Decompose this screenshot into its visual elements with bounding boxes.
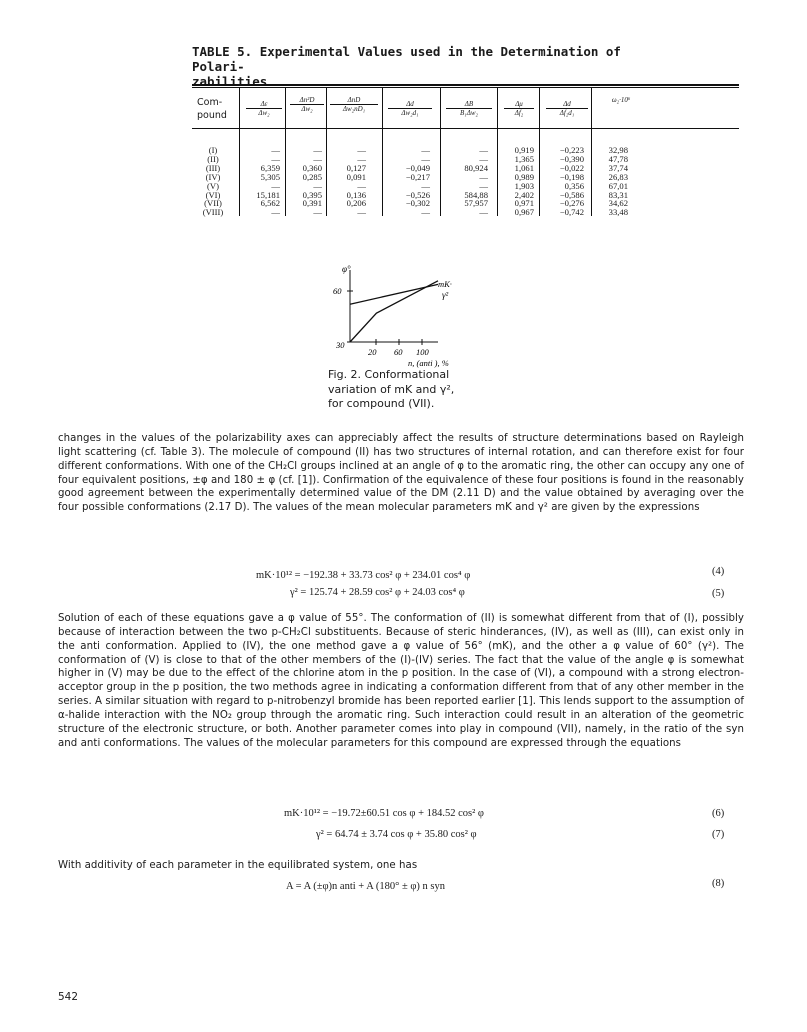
table-top-rule-2 <box>192 87 739 88</box>
chart-curve-label-gamma2: γ² <box>442 290 449 300</box>
header-compound-line2: pound <box>197 110 227 121</box>
conformational-chart <box>320 262 460 374</box>
table-vline <box>239 88 240 216</box>
table-vline <box>285 88 286 216</box>
header-compound-line1: Com- <box>197 97 223 108</box>
chart-x-tick-label-100: 100 <box>416 347 429 357</box>
header-col1 <box>246 100 282 117</box>
header-col1-num: Δε <box>246 100 282 109</box>
table-col-3: — — 0,127 0,091 — 0,136 0,206 — <box>346 145 366 218</box>
header-col6-num: Δμ <box>504 100 534 109</box>
header-col4-den: Δw₂d₁ <box>401 109 419 117</box>
header-col5 <box>446 100 492 117</box>
chart-x-label: n, (anti ), % <box>408 358 449 368</box>
table-col-2: — — 0,360 0,285 — 0,395 0,391 — <box>302 145 322 218</box>
chart-y-tick-label-60: 60 <box>333 286 342 296</box>
equation-4: mK·10¹² = −192.38 + 33.73 cos² φ + 234.01 cos⁴ φ <box>256 570 471 581</box>
table-vline <box>497 88 498 216</box>
header-col5-den: B₁Δw₂ <box>460 109 478 117</box>
equation-7: γ² = 64.74 ± 3.74 cos φ + 35.80 cos² φ <box>316 829 477 840</box>
figure-caption-line1: Fig. 2. Conformational <box>328 368 450 381</box>
chart-y-tick-label-30: 30 <box>336 340 345 350</box>
page-number: 542 <box>58 991 79 1003</box>
header-col2-num: Δn²D <box>290 96 324 105</box>
table-title-line1: TABLE 5. Experimental Values used in the Determination of Polari- <box>192 44 621 74</box>
table-col-4: — — −0,049 −0,217 — −0,526 −0,302 — <box>405 145 430 218</box>
chart-curve-label-mK: mK· <box>438 279 452 289</box>
table-col-5: — — 80,924 — — 584,88 57,957 — <box>464 145 488 218</box>
header-col4-num: Δd <box>388 100 432 109</box>
header-col7-den: Δf₂d₁ <box>559 109 575 117</box>
table-vline <box>440 88 441 216</box>
header-col5-num: ΔB <box>446 100 492 109</box>
paragraph-1: changes in the values of the polarizability axes can appreciably affect the results of structure determinations based on Rayleigh light scattering (cf. Table 3). The molecule of compound (II) has two structures of internal rotation, and can therefore exist for four different conformations. With one of the CH₂Cl groups inclined at an angle of φ to the aromatic ring, the other can occupy any one of four equivalent positions, ±φ and 180 ± φ (cf. [1]). Confirmation of the equivalence of these four positions is found in the reasonably good agreement between the experimentally determined value of the DM (2.11 D) and the value obtained by averaging over the four possible conformations (2.17 D). The values of the mean molecular parameters mK and γ² are given by the expressions <box>58 433 744 514</box>
header-col4 <box>388 100 432 117</box>
header-col6 <box>504 100 534 117</box>
header-col3-num: ΔnD <box>330 96 378 105</box>
table-col-compound: (I) (II) (III) (IV) (V) (VI) (VII) (VIII) <box>202 145 224 218</box>
paragraph-2: Solution of each of these equations gave a φ value of 55°. The conformation of (II) is somewhat different from that of (I), possibly because of interaction between the two p-CH₂Cl substituents. Because of steric hinderances, (IV), as well as (III), can exist only in the anti conformation. Applied to (IV), the one method gave a φ value of 56° (mK), and the other a φ value of 60° (γ²). The conformation of (V) is close to that of the other members of the (I)-(IV) series. The fact that the value of the angle φ is somewhat higher in (V) may be due to the effect of the chlorine atom in the p position. In the case of (VI), a compound with a strong electron-acceptor group in the p position, the two methods agree in indicating a conformation different from that of any other member in the series. A similar situation with regard to p-nitrobenzyl bromide has been reported earlier [1]. This lends support to the assumption of α-halide interaction with the NO₂ group through the aromatic ring. Such interaction could result in an alteration of the geometric structure of the electronic structure, or both. Another parameter comes into play in compound (VII), namely, in the ratio of the syn and anti conformations. The values of the molecular parameters for this compound are expressed through the equations <box>58 613 744 749</box>
equation-5: γ² = 125.74 + 28.59 cos² φ + 24.03 cos⁴ φ <box>290 587 465 598</box>
figure-caption-line2: variation of mK and γ², <box>328 382 455 396</box>
chart-series-gamma2 <box>350 281 438 342</box>
header-col6-den: Δf₂ <box>514 109 524 117</box>
table-title-line2: zabilities <box>192 74 268 89</box>
figure-caption-line3: for compound (VII). <box>328 397 435 410</box>
header-compound <box>197 96 237 122</box>
equation-8: A = A (±φ)n anti + A (180° ± φ) n syn <box>286 881 445 892</box>
header-col3 <box>330 96 378 113</box>
header-col7 <box>546 100 588 117</box>
table-top-rule <box>192 84 739 86</box>
equation-4-number: (4) <box>712 566 725 577</box>
header-col7-num: Δd <box>546 100 588 109</box>
table-col-1: — — 6,359 5,305 — 15,181 6,562 — <box>256 145 280 218</box>
table-vline <box>539 88 540 216</box>
chart-x-tick-label-60: 60 <box>394 347 403 357</box>
table-vline <box>591 88 592 216</box>
table-vline <box>326 88 327 216</box>
chart-x-tick-label-20: 20 <box>368 347 377 357</box>
equation-6: mK·10¹² = −19.72±60.51 cos φ + 184.52 cos² φ <box>284 808 484 819</box>
equation-8-number: (8) <box>712 878 725 889</box>
chart-y-label: φ° <box>342 264 351 274</box>
table-col-7: −0,223 −0,390 −0,022 −0,198 0,356 −0,586 −0,276 −0,742 <box>559 145 584 218</box>
figure-caption <box>328 368 498 412</box>
header-col8-text: ω₂·10⁶ <box>611 96 631 104</box>
table-title <box>192 44 632 89</box>
table-header-rule <box>192 128 739 129</box>
equation-5-number: (5) <box>712 588 725 599</box>
table-col-6: 0,919 1,365 1,061 0,989 1,903 2,402 0,971 0,967 <box>514 145 534 218</box>
header-col1-den: Δw₂ <box>258 109 270 117</box>
table-col-8: 32,98 47,78 37,74 26,83 67,01 83,31 34,62 33,48 <box>608 145 628 218</box>
header-col8 <box>596 96 646 104</box>
header-col3-den: Δw₂nD₁ <box>342 105 366 113</box>
header-col2 <box>290 96 324 113</box>
equation-6-number: (6) <box>712 808 725 819</box>
equation-7-number: (7) <box>712 829 725 840</box>
header-col2-den: Δw₂ <box>301 105 313 113</box>
paragraph-3: With additivity of each parameter in the equilibrated system, one has <box>58 860 418 871</box>
table-vline <box>382 88 383 216</box>
